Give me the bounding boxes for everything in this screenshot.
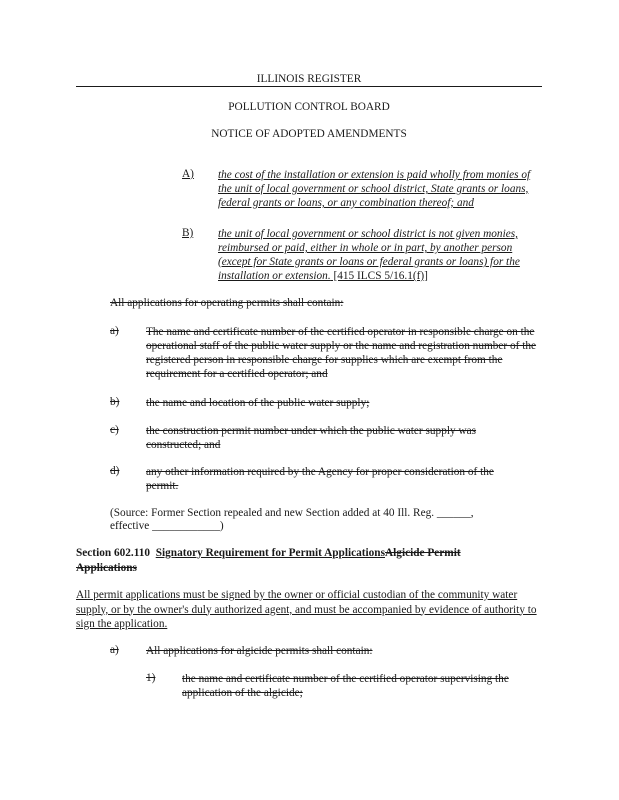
- subitem-a-label: A): [182, 168, 194, 180]
- subitem-b-label: B): [182, 227, 194, 239]
- section-heading: [76, 546, 506, 575]
- operating-intro: All applications for operating permits shall contain:: [110, 297, 344, 309]
- operating-item-a-text: The name and certificate number of the certified operator in responsible charge on the operational staff of the public water supply or the name and registration number of the registered person in responsible charge for supplies which are exempt from the requirement for a certified operator; and: [146, 326, 537, 380]
- register-title: ILLINOIS REGISTER: [256, 73, 362, 85]
- section-title-new: Signatory Requirement for Permit Applications: [155, 547, 385, 559]
- notice-title: NOTICE OF ADOPTED AMENDMENTS: [211, 128, 407, 140]
- subitem-b-italic: the unit of local government or school district is not given monies, reimbursed or paid, either in whole or in part, by another person (except for State grants or loans or federal grants or loans) for the installation or extension.: [218, 228, 520, 282]
- operating-item-a-label: a): [110, 325, 119, 337]
- source-note-line1: (Source: Former Section repealed and new Section added at 40 Ill. Reg. ______,: [110, 507, 474, 519]
- algicide-a-label: a): [110, 644, 119, 656]
- header-rule: [76, 86, 542, 87]
- section-number: Section 602.110: [76, 547, 151, 559]
- operating-item-d-text: any other information required by the Agency for proper consideration of the permit.: [146, 466, 494, 492]
- board-title: POLLUTION CONTROL BOARD: [228, 101, 390, 113]
- operating-item-b-label: b): [110, 396, 120, 408]
- signatory-paragraph: All permit applications must be signed by the owner or official custodian of the community water supply, or by the owner's duly authorized agent, and must be accompanied by evidence of authority to sign the application.: [76, 589, 537, 630]
- subitem-a-text: the cost of the installation or extension is paid wholly from monies of the unit of local government or school district, State grants or loans, federal grants or loans, or any combination thereof; and: [218, 169, 531, 209]
- operating-item-d-label: d): [110, 465, 120, 477]
- subitem-b-text: [218, 227, 542, 283]
- algicide-item-1-text: the name and certificate number of the certified operator supervising the application of the algicide;: [182, 673, 509, 699]
- section-title-old: Algicide Permit Applications: [76, 547, 461, 574]
- algicide-item-1-label: 1): [146, 672, 156, 684]
- algicide-intro: All applications for algicide permits shall contain:: [146, 645, 373, 657]
- operating-item-c-label: c): [110, 424, 119, 436]
- operating-item-b-text: the name and location of the public water supply;: [146, 397, 370, 409]
- operating-item-c-text: the construction permit number under which the public water supply was constructed; and: [146, 425, 477, 451]
- source-note-line2: effective ____________): [110, 520, 224, 532]
- subitem-b-citation: [415 ILCS 5/16.1(f)]: [330, 270, 428, 282]
